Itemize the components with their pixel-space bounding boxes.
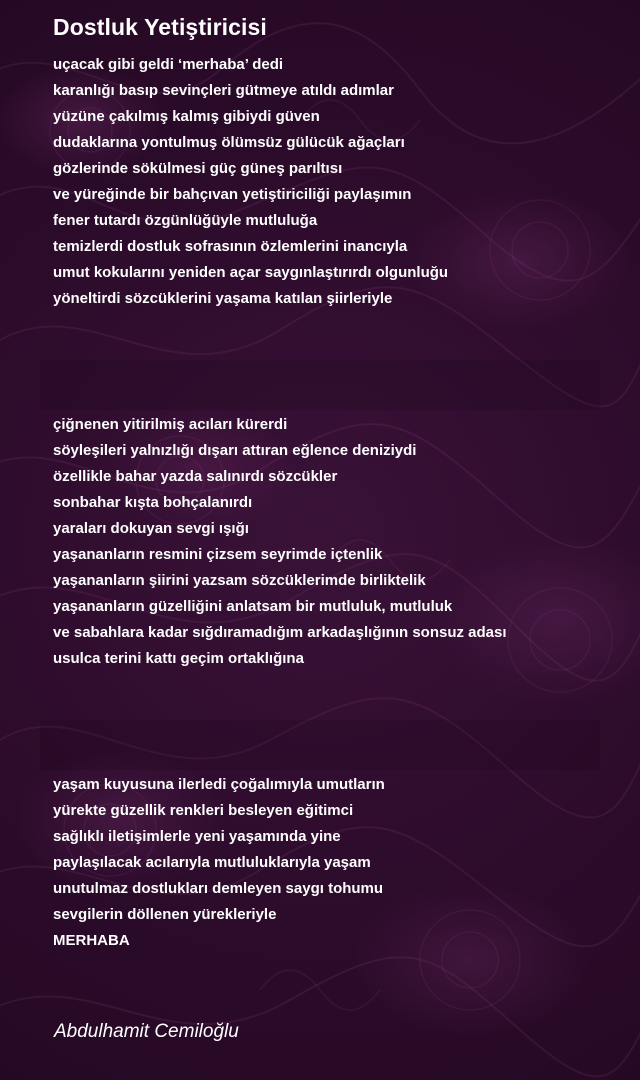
poem-line: unutulmaz dostlukları demleyen saygı tohumu <box>53 880 384 897</box>
poem-line: dudaklarına yontulmuş ölümsüz gülücük ağaçları <box>53 134 405 151</box>
poem-line: yaşam kuyusuna ilerledi çoğalımıyla umutların <box>53 776 385 793</box>
poem-line: yürekte güzellik renkleri besleyen eğitimci <box>53 802 354 819</box>
stanza-2 <box>53 412 633 672</box>
poem-line: ve yüreğinde bir bahçıvan yetiştiriciliği paylaşımın <box>53 186 412 203</box>
poem-line: paylaşılacak acılarıyla mutluluklarıyla yaşam <box>53 854 371 871</box>
poem-line: ve sabahlara kadar sığdıramadığım arkadaşlığının sonsuz adası <box>53 624 507 641</box>
poem-line: sağlıklı iletişimlerle yeni yaşamında yine <box>53 828 341 845</box>
poem-line: yaşananların şiirini yazsam sözcüklerimde birliktelik <box>53 572 426 589</box>
poem-line: yaşananların güzelliğini anlatsam bir mutluluk, mutluluk <box>53 598 453 615</box>
poem-author: Abdulhamit Cemiloğlu <box>54 1021 239 1042</box>
poem-line: yaşananların resmini çizsem seyrimde içtenlik <box>53 546 383 563</box>
poem-line: umut kokularını yeniden açar saygınlaştırırdı olgunluğu <box>53 264 449 281</box>
poem-line: çiğnenen yitirilmiş acıları kürerdi <box>53 416 288 433</box>
poem-line: MERHABA <box>53 932 130 949</box>
stanza-3 <box>53 772 633 954</box>
poem-line: söyleşileri yalnızlığı dışarı attıran eğlence deniziydi <box>53 442 417 459</box>
poem-line: sevgilerin döllenen yürekleriyle <box>53 906 277 923</box>
poem-line: özellikle bahar yazda salınırdı sözcükler <box>53 468 338 485</box>
poem-line: yüzüne çakılmış kalmış gibiydi güven <box>53 108 320 125</box>
poem-line: yaraları dokuyan sevgi ışığı <box>53 520 249 537</box>
poem-line: sonbahar kışta bohçalanırdı <box>53 494 253 511</box>
poem-line: uçacak gibi geldi ‘merhaba’ dedi <box>53 56 284 73</box>
poem-line: temizlerdi dostluk sofrasının özlemlerini inancıyla <box>53 238 408 255</box>
poem-line: gözlerinde sökülmesi güç güneş parıltısı <box>53 160 343 177</box>
stanza-1 <box>53 52 633 312</box>
poem-title: Dostluk Yetiştiricisi <box>53 14 267 40</box>
poem-line: usulca terini kattı geçim ortaklığına <box>53 650 304 667</box>
poem-line: fener tutardı özgünlüğüyle mutluluğa <box>53 212 318 229</box>
poem-line: karanlığı basıp sevinçleri gütmeye atıldı adımlar <box>53 82 394 99</box>
poem-line: yöneltirdi sözcüklerini yaşama katılan şiirleriyle <box>53 290 393 307</box>
